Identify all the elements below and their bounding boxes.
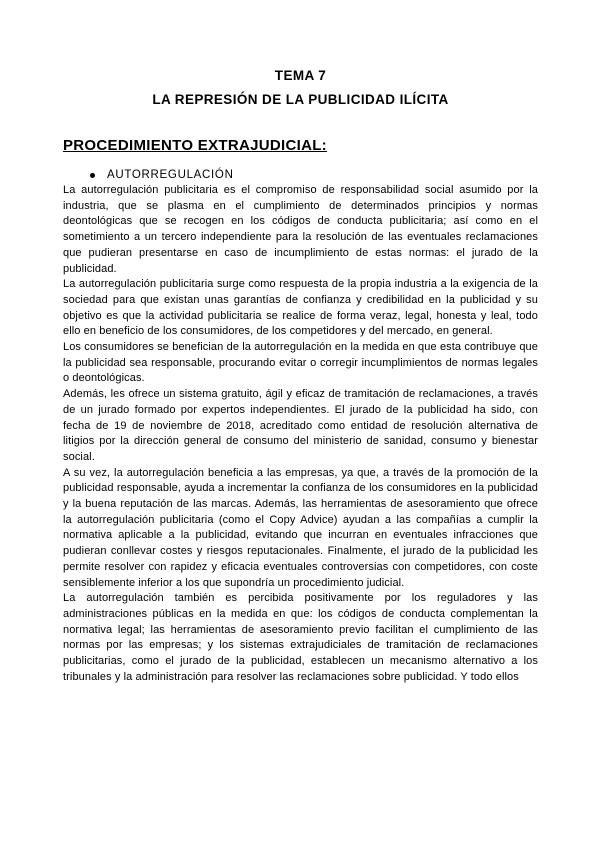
section-heading-text: PROCEDIMIENTO EXTRAJUDICIAL: [63, 137, 327, 154]
bullet-label: AUTORREGULACIÓN [107, 169, 234, 181]
title-line-2: LA REPRESIÓN DE LA PUBLICIDAD ILÍCITA [152, 92, 449, 107]
paragraph-sistema-gratuito-jurado: Además, les ofrece un sistema gratuito, ágil y eficaz de tramitación de reclamaciones, a través de un jurado formado por expertos independientes. El jurado de la publicidad ha sido, con fecha de 19 de noviembre de 2018, acreditado como entidad de resolución alternativa de litigios por la dirección general de consumo del ministerio de sanidad, consumo y bienestar social. [63, 388, 538, 463]
title-line-1: TEMA 7 [274, 68, 327, 83]
bullet-icon [90, 173, 95, 178]
document-title [63, 64, 538, 112]
section-heading [63, 136, 538, 155]
paragraph-autorregulacion-origen: La autorregulación publicitaria surge como respuesta de la propia industria a la exigencia de la sociedad para que existan unas garantías de confianza y credibilidad en la publicidad y su objetivo es que la actividad publicitaria se realice de forma veraz, legal, honesta y leal, todo ello en beneficio de los consumidores, de los competidores y del mercado, en general. [63, 278, 538, 338]
paragraph-percepcion-reguladores: La autorregulación también es percibida positivamente por los reguladores y las administraciones públicas en la medida en que: los códigos de conducta complementan la normativa legal; las herramientas de asesoramiento previo facilitan el cumplimiento de las normas por las empresas; y los sistemas extrajudiciales de tramitación de reclamaciones publicitarias, como el jurado de la publicidad, establecen un mecanismo alternativo a los tribunales y la administración para resolver las reclamaciones sobre publicidad. Y todo ellos [63, 592, 538, 683]
bullet-item-autorregulacion [63, 168, 538, 183]
paragraph-autorregulacion-definicion: La autorregulación publicitaria es el compromiso de responsabilidad social asumido por la industria, que se plasma en el cumplimiento de determinados principios y normas deontológicas que se recogen en los códigos de conducta publicitaria; así como en el sometimiento a un tercero independiente para la resolución de las eventuales reclamaciones que pudieran presentarse en caso de incumplimiento de estas normas: el jurado de la publicidad. [63, 184, 538, 275]
paragraph-beneficio-consumidores: Los consumidores se benefician de la autorregulación en la medida en que esta contribuye que la publicidad sea responsable, procurando evitar o corregir incumplimientos de normas legales o deontológicas. [63, 341, 538, 385]
document-content [63, 64, 538, 686]
paragraph-beneficio-empresas: A su vez, la autorregulación beneficia a las empresas, ya que, a través de la promoción de la publicidad responsable, ayuda a incrementar la confianza de los consumidores en la publicidad y la buena reputación de las marcas. Además, las herramientas de asesoramiento que ofrece la autorregulación publicitaria (como el Copy Advice) ayudan a las compañías a cumplir la normativa aplicable a la publicidad, evitando que incurran en eventuales infracciones que pudieran conllevar costes y riesgos reputacionales. Finalmente, el jurado de la publicidad les permite resolver con rapidez y eficacia eventuales controversias con competidores, con coste sensiblemente inferior a los que supondría un procedimiento judicial. [63, 466, 538, 589]
